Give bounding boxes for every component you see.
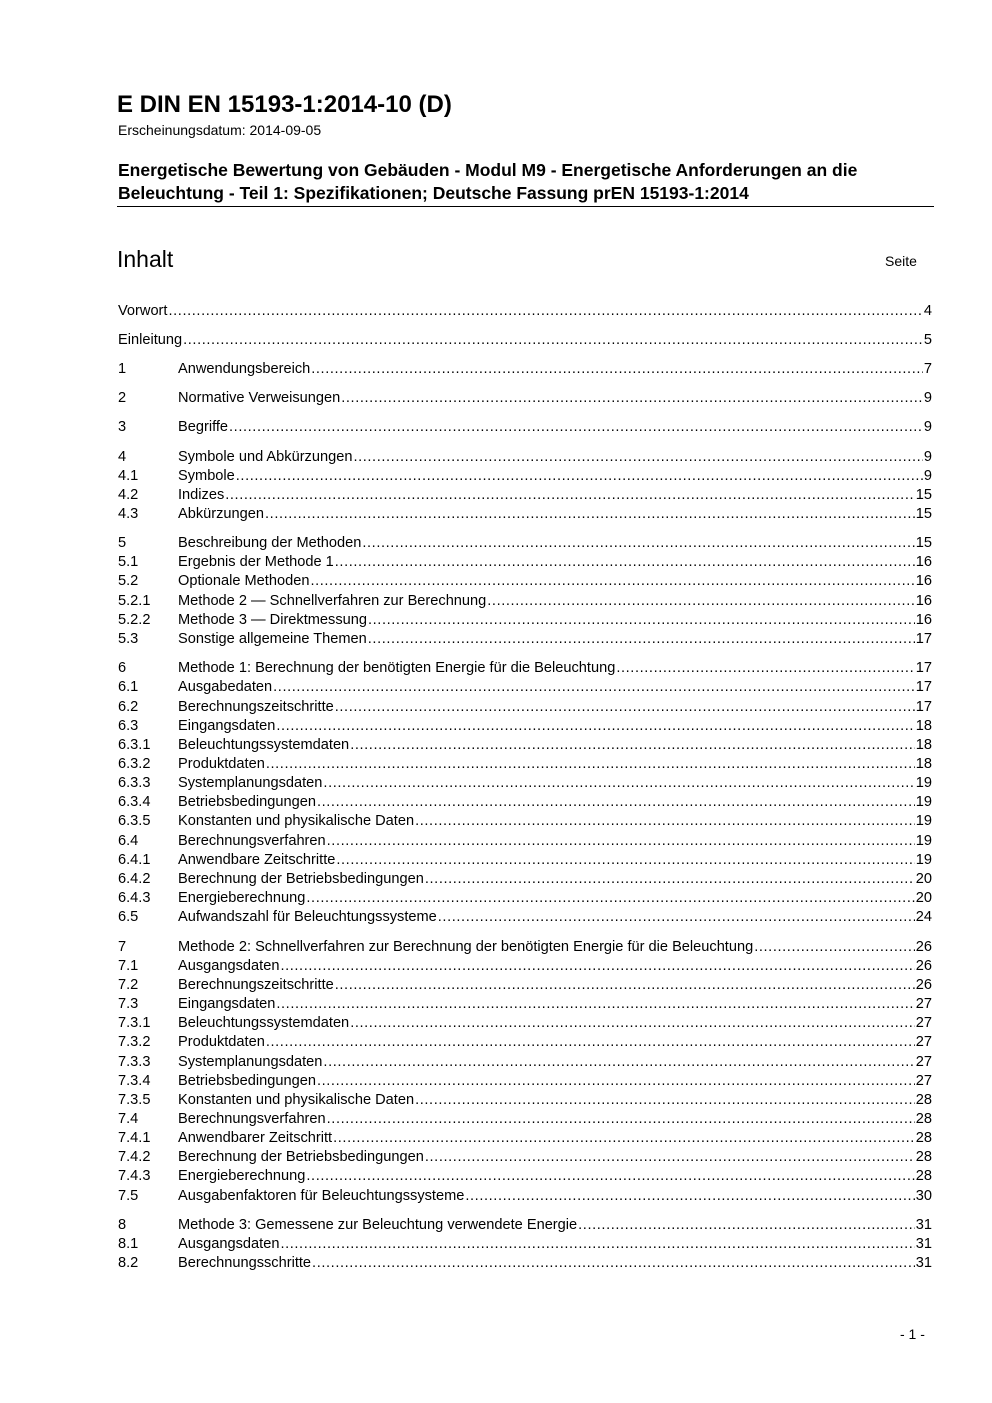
toc-entry — [118, 678, 932, 697]
toc-entry-page: 26 — [915, 977, 932, 993]
toc-dot-leader — [335, 976, 915, 995]
toc-entry-number: 6.3.3 — [118, 775, 151, 791]
toc-dot-leader — [754, 938, 915, 957]
toc-entry — [118, 938, 932, 957]
toc-entry-number: 6.2 — [118, 699, 139, 715]
toc-dot-leader — [616, 659, 914, 678]
toc-dot-leader — [306, 1167, 914, 1186]
toc-entry-number: 4.1 — [118, 468, 139, 484]
toc-entry-number: 6.3.2 — [118, 756, 151, 772]
toc-dot-leader — [183, 331, 923, 350]
toc-entry-page: 16 — [915, 554, 932, 570]
toc-entry-page: 9 — [923, 468, 932, 484]
toc-entry-title: Methode 2 — Schnellverfahren zur Berechnung — [178, 593, 487, 609]
toc-entry — [118, 1110, 932, 1129]
toc-entry-number: 7 — [118, 939, 127, 955]
toc-dot-leader — [317, 1072, 915, 1091]
toc-entry-number: 6.4.3 — [118, 890, 151, 906]
toc-entry-page: 27 — [915, 1015, 932, 1031]
toc-entry-page: 27 — [915, 1054, 932, 1070]
toc-dot-leader — [312, 1254, 915, 1273]
toc-entry-number: 7.4 — [118, 1111, 139, 1127]
toc-entry-number: 6.4.2 — [118, 871, 151, 887]
toc-entry-number: 4.2 — [118, 487, 139, 503]
toc-heading: Inhalt — [117, 246, 174, 272]
toc-entry-number: 5.3 — [118, 631, 139, 647]
publication-date: Erscheinungsdatum: 2014-09-05 — [118, 122, 322, 138]
toc-dot-leader — [350, 1014, 915, 1033]
toc-entry — [118, 467, 932, 486]
toc-entry — [118, 870, 932, 889]
toc-entry-number: 8 — [118, 1217, 127, 1233]
toc-entry-page: 15 — [915, 535, 932, 551]
toc-entry — [118, 553, 932, 572]
toc-entry-page: 17 — [915, 699, 932, 715]
toc-dot-leader — [276, 717, 914, 736]
toc-entry — [118, 793, 932, 812]
toc-entry-title: Berechnungsschritte — [178, 1255, 312, 1271]
toc-entry-number: 7.4.1 — [118, 1130, 151, 1146]
toc-entry-title: Aufwandszahl für Beleuchtungssysteme — [178, 909, 437, 925]
toc-entry-title: Eingangsdaten — [178, 996, 276, 1012]
toc-entry-title: Systemplanungsdaten — [178, 1054, 323, 1070]
toc-entry-number: 7.1 — [118, 958, 139, 974]
toc-entry — [118, 505, 932, 524]
toc-entry — [118, 659, 932, 678]
toc-page-column-label: Seite — [885, 253, 917, 269]
toc-entry-number: 7.2 — [118, 977, 139, 993]
toc-dot-leader — [229, 418, 923, 437]
toc-dot-leader — [276, 995, 914, 1014]
toc-entry-page: 18 — [915, 737, 932, 753]
toc-entry — [118, 302, 932, 321]
toc-entry-title: Ausgabedaten — [178, 679, 273, 695]
toc-entry-title: Energieberechnung — [178, 890, 306, 906]
toc-entry-number: 7.3.4 — [118, 1073, 151, 1089]
toc-entry-page: 27 — [915, 996, 932, 1012]
toc-entry-title: Anwendbarer Zeitschritt — [178, 1130, 333, 1146]
toc-entry-page: 19 — [915, 852, 932, 868]
toc-dot-leader — [310, 572, 914, 591]
toc-entry-page: 19 — [915, 794, 932, 810]
toc-dot-leader — [333, 1129, 915, 1148]
toc-entry-page: 24 — [915, 909, 932, 925]
toc-entry-title: Ausgabenfaktoren für Beleuchtungssysteme — [178, 1188, 465, 1204]
page-number: - 1 - — [900, 1326, 925, 1342]
toc-entry-number: 7.3.3 — [118, 1054, 151, 1070]
toc-entry-page: 19 — [915, 833, 932, 849]
toc-dot-leader — [341, 389, 923, 408]
toc-entry-title: Betriebsbedingungen — [178, 794, 316, 810]
toc-entry-page: 26 — [915, 939, 932, 955]
toc-entry — [118, 717, 932, 736]
toc-entry — [118, 1014, 932, 1033]
toc-entry-title: Beschreibung der Methoden — [178, 535, 362, 551]
document-code: E DIN EN 15193-1:2014-10 (D) — [117, 91, 452, 118]
toc-dot-leader — [323, 1053, 914, 1072]
toc-entry-title: Berechnungsverfahren — [178, 1111, 326, 1127]
toc-entry-page: 30 — [915, 1188, 932, 1204]
toc-entry-title: Ausgangsdaten — [178, 1236, 280, 1252]
toc-entry-number: 7.5 — [118, 1188, 139, 1204]
toc-entry-title: Berechnung der Betriebsbedingungen — [178, 871, 424, 887]
toc-entry — [118, 1033, 932, 1052]
toc-entry-title: Vorwort — [118, 303, 168, 319]
toc-dot-leader — [236, 467, 923, 486]
toc-entry-title: Berechnungszeitschritte — [178, 977, 334, 993]
toc-entry — [118, 1216, 932, 1235]
toc-entry — [118, 1072, 932, 1091]
toc-entry-page: 5 — [923, 332, 932, 348]
toc-entry-number: 8.2 — [118, 1255, 139, 1271]
toc-entry-title: Optionale Methoden — [178, 573, 310, 589]
toc-entry-title: Einleitung — [118, 332, 183, 348]
toc-entry-number: 1 — [118, 361, 127, 377]
toc-entry — [118, 976, 932, 995]
toc-entry — [118, 611, 932, 630]
toc-entry — [118, 755, 932, 774]
toc-entry-number: 6 — [118, 660, 127, 676]
toc-entry-number: 5 — [118, 535, 127, 551]
toc-entry-title: Beleuchtungssystemdaten — [178, 1015, 350, 1031]
toc-entry-page: 31 — [915, 1255, 932, 1271]
toc-entry-title: Anwendungsbereich — [178, 361, 311, 377]
toc-entry-page: 28 — [915, 1168, 932, 1184]
toc-entry — [118, 889, 932, 908]
toc-entry-number: 6.3.5 — [118, 813, 151, 829]
toc-dot-leader — [438, 908, 915, 927]
toc-entry-page: 19 — [915, 813, 932, 829]
toc-entry-title: Symbole und Abkürzungen — [178, 449, 353, 465]
toc-entry — [118, 851, 932, 870]
toc-entry-title: Methode 3 — Direktmessung — [178, 612, 367, 628]
toc-entry-number: 6.4.1 — [118, 852, 151, 868]
toc-entry-title: Betriebsbedingungen — [178, 1073, 316, 1089]
toc-entry-title: Eingangsdaten — [178, 718, 276, 734]
toc-entry-page: 28 — [915, 1092, 932, 1108]
toc-entry-number: 6.1 — [118, 679, 139, 695]
toc-entry-number: 6.3.4 — [118, 794, 151, 810]
toc-entry-page: 20 — [915, 871, 932, 887]
toc-dot-leader — [368, 611, 915, 630]
toc-entry-page: 16 — [915, 593, 932, 609]
toc-entry — [118, 572, 932, 591]
toc-entry-page: 9 — [923, 390, 932, 406]
toc-dot-leader — [280, 957, 914, 976]
toc-entry-page: 26 — [915, 958, 932, 974]
toc-entry-number: 7.3.1 — [118, 1015, 151, 1031]
toc-entry — [118, 957, 932, 976]
toc-dot-leader — [323, 774, 914, 793]
toc-entry — [118, 1235, 932, 1254]
toc-dot-leader — [266, 755, 915, 774]
toc-entry — [118, 1053, 932, 1072]
toc-entry-title: Konstanten und physikalische Daten — [178, 813, 415, 829]
toc-dot-leader — [336, 851, 914, 870]
toc-entry-page: 7 — [923, 361, 932, 377]
toc-dot-leader — [225, 486, 915, 505]
toc-entry-page: 20 — [915, 890, 932, 906]
toc-entry-number: 4.3 — [118, 506, 139, 522]
toc-dot-leader — [415, 1091, 915, 1110]
toc-entry-number: 7.3.2 — [118, 1034, 151, 1050]
toc-entry-page: 9 — [923, 419, 932, 435]
toc-entry-page: 16 — [915, 612, 932, 628]
toc-entry-title: Systemplanungsdaten — [178, 775, 323, 791]
toc-entry-number: 2 — [118, 390, 127, 406]
toc-entry — [118, 736, 932, 755]
toc-dot-leader — [311, 360, 923, 379]
toc-entry-number: 5.2.1 — [118, 593, 151, 609]
toc-dot-leader — [265, 505, 915, 524]
toc-entry — [118, 418, 932, 437]
toc-entry-page: 31 — [915, 1236, 932, 1252]
toc-entry-page: 4 — [923, 303, 932, 319]
toc-dot-leader — [465, 1187, 914, 1206]
toc-entry-number: 4 — [118, 449, 127, 465]
toc-dot-leader — [266, 1033, 915, 1052]
toc-entry-title: Normative Verweisungen — [178, 390, 341, 406]
toc-dot-leader — [353, 448, 922, 467]
toc-entry-title: Symbole — [178, 468, 235, 484]
toc-entry-page: 9 — [923, 449, 932, 465]
toc-entry-number: 3 — [118, 419, 127, 435]
toc-entry-page: 28 — [915, 1149, 932, 1165]
toc-entry — [118, 832, 932, 851]
toc-entry — [118, 630, 932, 649]
toc-entry-title: Berechnungsverfahren — [178, 833, 326, 849]
toc-dot-leader — [350, 736, 915, 755]
toc-dot-leader — [368, 630, 915, 649]
toc-entry-number: 6.3 — [118, 718, 139, 734]
toc-entry — [118, 1187, 932, 1206]
toc-entry-title: Anwendbare Zeitschritte — [178, 852, 336, 868]
toc-entry — [118, 698, 932, 717]
toc-entry-page: 27 — [915, 1073, 932, 1089]
toc-dot-leader — [487, 592, 914, 611]
toc-entry-title: Konstanten und physikalische Daten — [178, 1092, 415, 1108]
toc-entry-page: 28 — [915, 1111, 932, 1127]
toc-entry — [118, 331, 932, 350]
toc-dot-leader — [335, 553, 915, 572]
toc-entry-number: 6.3.1 — [118, 737, 151, 753]
toc-entry — [118, 534, 932, 553]
toc-dot-leader — [578, 1216, 915, 1235]
toc-entry-title: Produktdaten — [178, 1034, 265, 1050]
toc-entry — [118, 774, 932, 793]
toc-entry — [118, 995, 932, 1014]
toc-entry-title: Ausgangsdaten — [178, 958, 280, 974]
toc-entry-page: 16 — [915, 573, 932, 589]
toc-entry-title: Methode 3: Gemessene zur Beleuchtung verwendete Energie — [178, 1217, 578, 1233]
toc-entry-title: Begriffe — [178, 419, 229, 435]
toc-entry-number: 6.5 — [118, 909, 139, 925]
toc-entry — [118, 908, 932, 927]
toc-entry-page: 15 — [915, 487, 932, 503]
toc-dot-leader — [168, 302, 922, 321]
toc-entry — [118, 486, 932, 505]
toc-entry-number: 5.1 — [118, 554, 139, 570]
toc-entry-number: 7.4.3 — [118, 1168, 151, 1184]
toc-entry — [118, 448, 932, 467]
toc-entry-number: 7.4.2 — [118, 1149, 151, 1165]
toc-entry-title: Produktdaten — [178, 756, 265, 772]
toc-entry-title: Indizes — [178, 487, 225, 503]
toc-entry — [118, 812, 932, 831]
toc-entry-number: 6.4 — [118, 833, 139, 849]
toc-entry-number: 5.2 — [118, 573, 139, 589]
toc-entry-page: 17 — [915, 631, 932, 647]
toc-entry-number: 5.2.2 — [118, 612, 151, 628]
toc-entry-title: Berechnung der Betriebsbedingungen — [178, 1149, 424, 1165]
toc-dot-leader — [425, 1148, 915, 1167]
toc-dot-leader — [335, 698, 915, 717]
toc-dot-leader — [317, 793, 915, 812]
toc-entry-number: 7.3 — [118, 996, 139, 1012]
toc-entry-title: Abkürzungen — [178, 506, 265, 522]
toc-entry-title: Ergebnis der Methode 1 — [178, 554, 334, 570]
toc-entry-title: Beleuchtungssystemdaten — [178, 737, 350, 753]
toc-entry-number: 7.3.5 — [118, 1092, 151, 1108]
toc-dot-leader — [327, 1110, 915, 1129]
toc-entry-title: Berechnungszeitschritte — [178, 699, 334, 715]
toc-entry-page: 15 — [915, 506, 932, 522]
toc-entry-page: 19 — [915, 775, 932, 791]
toc-dot-leader — [425, 870, 915, 889]
toc-entry-number: 8.1 — [118, 1236, 139, 1252]
toc-entry — [118, 1129, 932, 1148]
toc-entry-page: 27 — [915, 1034, 932, 1050]
toc-entry-page: 17 — [915, 660, 932, 676]
toc-entry — [118, 592, 932, 611]
toc-entry-page: 18 — [915, 756, 932, 772]
toc-entry-page: 18 — [915, 718, 932, 734]
toc-dot-leader — [362, 534, 914, 553]
toc-entry-page: 17 — [915, 679, 932, 695]
toc-entry-page: 31 — [915, 1217, 932, 1233]
toc-dot-leader — [273, 678, 915, 697]
toc-dot-leader — [327, 832, 915, 851]
toc-entry-title: Methode 2: Schnellverfahren zur Berechnung der benötigten Energie für die Beleuchtung — [178, 939, 754, 955]
toc-entry — [118, 1254, 932, 1273]
toc-entry — [118, 1167, 932, 1186]
toc-entry-title: Sonstige allgemeine Themen — [178, 631, 367, 647]
toc-dot-leader — [415, 812, 915, 831]
toc-entry — [118, 389, 932, 408]
toc-entry-title: Energieberechnung — [178, 1168, 306, 1184]
title-divider — [117, 206, 934, 207]
toc-entry — [118, 1091, 932, 1110]
document-title: Energetische Bewertung von Gebäuden - Modul M9 - Energetische Anforderungen an die Beleuchtung - Teil 1: Spezifikationen; Deutsche Fassung prEN 15193-1:2014 — [118, 160, 858, 203]
toc-dot-leader — [280, 1235, 914, 1254]
toc-entry — [118, 360, 932, 379]
toc-entry-title: Methode 1: Berechnung der benötigten Energie für die Beleuchtung — [178, 660, 616, 676]
toc-entry — [118, 1148, 932, 1167]
toc-entry-page: 28 — [915, 1130, 932, 1146]
toc-dot-leader — [306, 889, 914, 908]
